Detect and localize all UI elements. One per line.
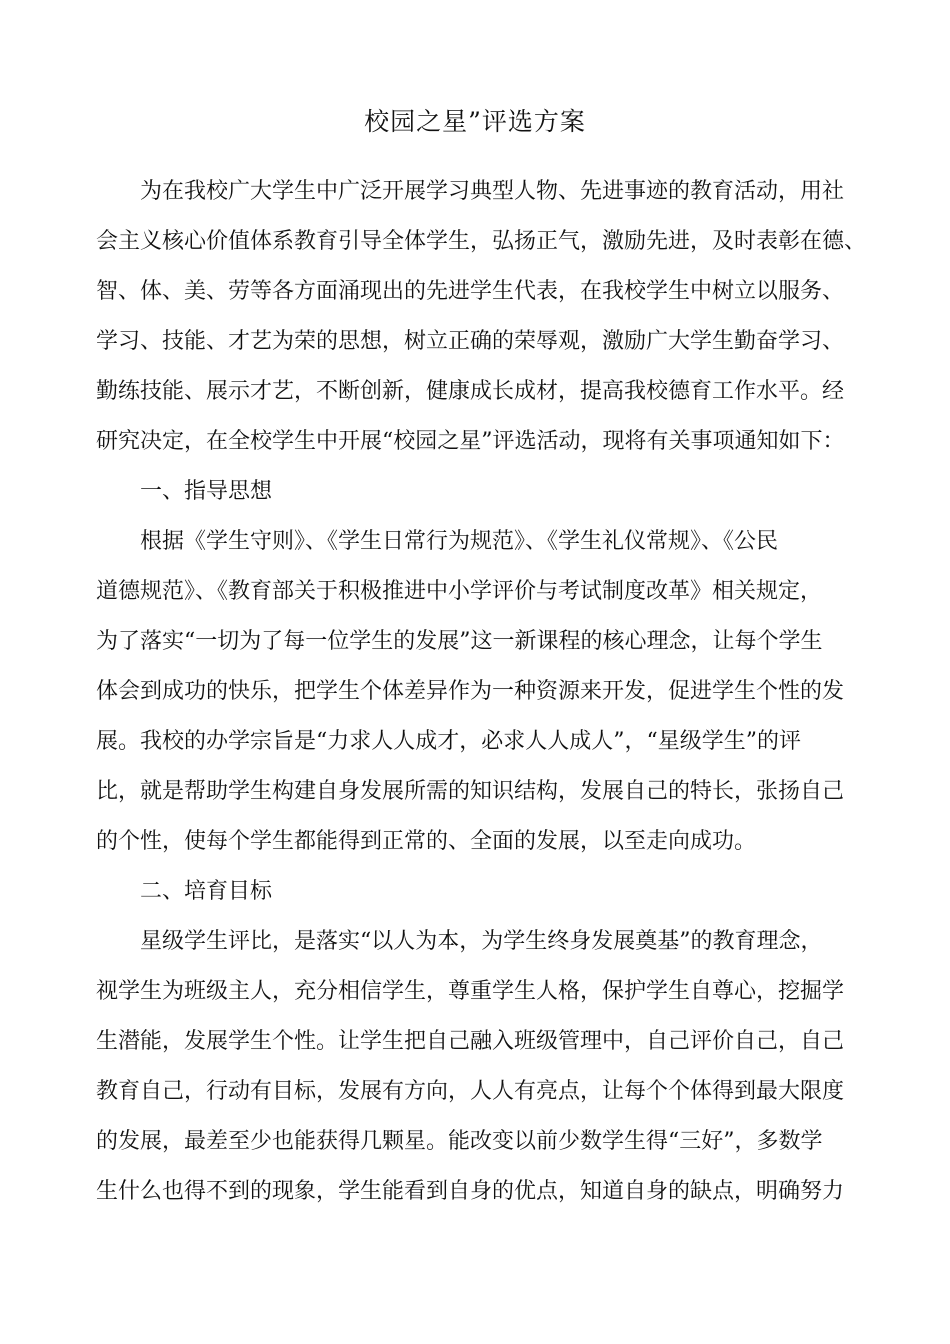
paragraph-line: 的发展，最差至少也能获得几颗星。能改变以前少数学生得“三好”，多数学: [96, 1129, 823, 1154]
paragraph-line: 生什么也得不到的现象，学生能看到自身的优点，知道自身的缺点，明确努力: [96, 1179, 845, 1204]
paragraph-line: 星级学生评比，是落实“以人为本，为学生终身发展奠基”的教育理念，: [140, 929, 823, 954]
paragraph-line: 教育自己，行动有目标，发展有方向，人人有亮点，让每个个体得到最大限度: [96, 1079, 845, 1104]
paragraph-line: 勤练技能、展示才艺，不断创新，健康成长成材，提高我校德育工作水平。经: [96, 379, 845, 404]
paragraph-line: 视学生为班级主人，充分相信学生，尊重学生人格，保护学生自尊心，挖掘学: [96, 979, 845, 1004]
paragraph-line: 为在我校广大学生中广泛开展学习典型人物、先进事迹的教育活动，用社: [140, 179, 845, 204]
paragraph-line: 展。我校的办学宗旨是“力求人人成才，必求人人成人”，“星级学生”的评: [96, 729, 801, 754]
section-heading: 二、培育目标: [140, 879, 273, 904]
paragraph-line: 根据《学生守则》、《学生日常行为规范》、《学生礼仪常规》、《公民: [140, 529, 779, 554]
paragraph-line: 道德规范》、《教育部关于积极推进中小学评价与考试制度改革》相关规定，: [96, 579, 823, 604]
paragraph-line: 生潜能，发展学生个性。让学生把自己融入班级管理中，自己评价自己，自己: [96, 1029, 845, 1054]
paragraph-line: 体会到成功的快乐，把学生个体差异作为一种资源来开发，促进学生个性的发: [96, 679, 845, 704]
paragraph-line: 智、体、美、劳等各方面涌现出的先进学生代表，在我校学生中树立以服务、: [96, 279, 845, 304]
paragraph-line: 为了落实“一切为了每一位学生的发展”这一新课程的核心理念，让每个学生: [96, 629, 823, 654]
paragraph-line: 研究决定，在全校学生中开展“校园之星”评选活动，现将有关事项通知如下：: [96, 429, 845, 454]
document-title: 校园之星”评选方案: [364, 107, 586, 136]
paragraph-line: 会主义核心价值体系教育引导全体学生，弘扬正气，激励先进，及时表彰在德、: [96, 229, 867, 254]
paragraph-line: 学习、技能、才艺为荣的思想，树立正确的荣辱观，激励广大学生勤奋学习、: [96, 329, 845, 354]
paragraph-line: 比，就是帮助学生构建自身发展所需的知识结构，发展自己的特长，张扬自己: [96, 779, 845, 804]
section-heading: 一、指导思想: [140, 479, 273, 504]
paragraph-line: 的个性，使每个学生都能得到正常的、全面的发展，以至走向成功。: [96, 829, 757, 854]
